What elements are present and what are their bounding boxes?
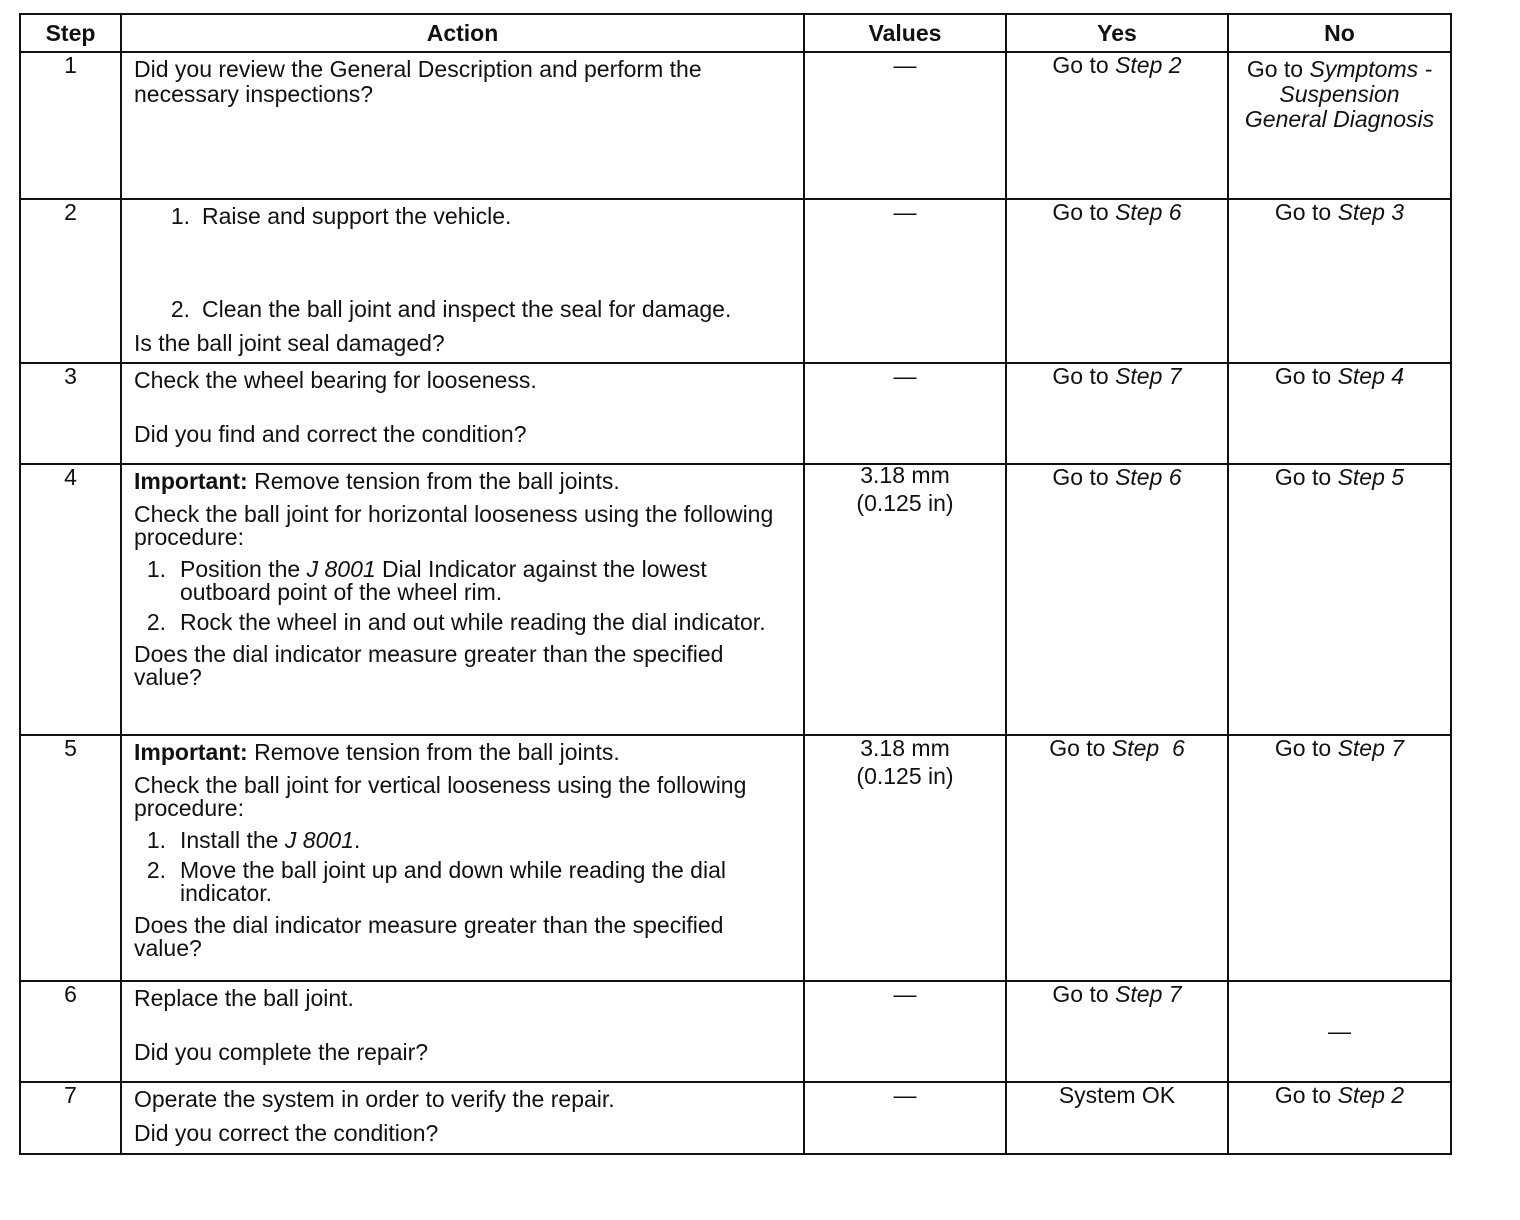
tool-name: J 8001: [284, 827, 354, 853]
header-step: Step: [20, 14, 121, 52]
no-cell: [1228, 464, 1451, 735]
table-row: [20, 981, 1451, 1082]
list-item: [134, 829, 793, 852]
yes-cell: [1006, 735, 1228, 981]
no-prefix: Go to: [1274, 464, 1338, 490]
diagnostic-table: [19, 13, 1452, 1155]
yes-link[interactable]: Step 6: [1111, 735, 1185, 761]
list-number: 1.: [146, 827, 166, 853]
action-cell: [121, 199, 804, 363]
table-row: [20, 199, 1451, 363]
action-text: Operate the system in order to verify the repair.: [134, 1086, 615, 1112]
action-cell: [121, 363, 804, 464]
question-text: Did you find and correct the condition?: [134, 421, 527, 447]
no-link[interactable]: Step 3: [1337, 199, 1405, 225]
question-text: Does the dial indicator measure greater than the specified value?: [134, 912, 724, 961]
no-link[interactable]: Step 4: [1337, 363, 1405, 389]
list-text: [168, 558, 793, 604]
important-label: Important:: [134, 739, 248, 765]
no-cell: [1228, 363, 1451, 464]
values-cell: [804, 464, 1006, 735]
yes-link[interactable]: Step 6: [1115, 199, 1182, 225]
list-text-post: Dial Indicator against the lowest outboard point of the wheel rim.: [180, 556, 707, 605]
list-number: 1.: [170, 203, 190, 229]
list-item: [134, 859, 793, 905]
yes-cell[interactable]: System OK: [1006, 1082, 1228, 1154]
value-metric: 3.18 mm: [860, 462, 950, 488]
list-text: Move the ball joint up and down while reading the dial indicator.: [180, 857, 726, 906]
table-row: [20, 464, 1451, 735]
action-cell: [121, 52, 804, 199]
spacer: [134, 1020, 793, 1040]
yes-cell: [1006, 981, 1228, 1082]
procedure-list: [134, 829, 793, 905]
action-cell: [121, 1082, 804, 1154]
list-text-post: .: [353, 827, 361, 853]
intro-text: Check the ball joint for vertical looseness using the following procedure:: [134, 772, 747, 821]
yes-cell: [1006, 199, 1228, 363]
important-label: Important:: [134, 468, 248, 494]
step-number: 3: [20, 363, 121, 464]
action-cell: [121, 981, 804, 1082]
yes-link[interactable]: Step 7: [1115, 981, 1182, 1007]
action-cell: [121, 735, 804, 981]
tool-name: J 8001: [306, 556, 376, 582]
action-text: Did you review the General Description and perform the necessary inspections?: [134, 56, 702, 107]
values-cell: —: [804, 52, 1006, 199]
yes-prefix: Go to: [1052, 199, 1116, 225]
value-imperial: (0.125 in): [856, 763, 954, 789]
table-row: [20, 52, 1451, 199]
list-text: [168, 829, 360, 852]
no-link[interactable]: Step 2: [1337, 1082, 1405, 1108]
spacer: [134, 402, 793, 422]
header-row: [20, 14, 1451, 52]
no-prefix: Go to: [1274, 1082, 1338, 1108]
step-number: 7: [20, 1082, 121, 1154]
no-cell: [1228, 52, 1451, 199]
question-text: Did you complete the repair?: [134, 1039, 429, 1065]
yes-link[interactable]: Step 7: [1115, 363, 1182, 389]
yes-prefix: Go to: [1052, 981, 1116, 1007]
important-text: Remove tension from the ball joints.: [247, 739, 620, 765]
step-number: 5: [20, 735, 121, 981]
value-imperial: (0.125 in): [856, 490, 954, 516]
list-item: [134, 204, 793, 229]
no-link[interactable]: Step 5: [1337, 464, 1405, 490]
header-values: Values: [804, 14, 1006, 52]
values-cell: [804, 735, 1006, 981]
important-text: Remove tension from the ball joints.: [247, 468, 620, 494]
list-item: [134, 297, 793, 322]
step-number: 1: [20, 52, 121, 199]
values-cell: —: [804, 363, 1006, 464]
no-link[interactable]: Symptoms - Suspension General Diagnosis: [1244, 56, 1435, 132]
list-text: Raise and support the vehicle.: [202, 203, 512, 229]
action-text: Replace the ball joint.: [134, 985, 354, 1011]
yes-link[interactable]: Step 6: [1115, 464, 1182, 490]
no-cell: [1228, 199, 1451, 363]
yes-prefix: Go to: [1052, 363, 1116, 389]
question-text: Is the ball joint seal damaged?: [134, 330, 445, 356]
list-text: Clean the ball joint and inspect the seal for damage.: [202, 296, 732, 322]
value-metric: 3.18 mm: [860, 735, 950, 761]
important-note: [134, 740, 793, 765]
list-number: 2.: [146, 857, 166, 883]
values-cell: —: [804, 981, 1006, 1082]
no-cell: [1228, 1082, 1451, 1154]
list-gap: [134, 236, 793, 290]
yes-prefix: Go to: [1052, 464, 1116, 490]
procedure-list: [134, 558, 793, 634]
action-cell: [121, 464, 804, 735]
header-action: Action: [121, 14, 804, 52]
table-row: [20, 735, 1451, 981]
no-link[interactable]: Step 7: [1337, 735, 1405, 761]
list-number: 1.: [146, 556, 166, 582]
header-yes: Yes: [1006, 14, 1228, 52]
list-text-pre: Position the: [180, 556, 307, 582]
list-text-pre: Install the: [180, 827, 285, 853]
list-number: 2.: [170, 296, 190, 322]
important-note: [134, 469, 793, 494]
no-prefix: Go to: [1246, 56, 1310, 82]
list-item: [134, 558, 793, 604]
step-number: 6: [20, 981, 121, 1082]
action-text: Check the wheel bearing for looseness.: [134, 367, 537, 393]
values-cell: —: [804, 1082, 1006, 1154]
values-cell: —: [804, 199, 1006, 363]
question-text: Did you correct the condition?: [134, 1120, 439, 1146]
yes-link[interactable]: Step 2: [1115, 52, 1182, 78]
no-prefix: Go to: [1274, 199, 1338, 225]
yes-cell: [1006, 363, 1228, 464]
table-row: [20, 1082, 1451, 1154]
yes-prefix: Go to: [1049, 735, 1112, 761]
step-number: 2: [20, 199, 121, 363]
yes-cell: [1006, 52, 1228, 199]
no-cell: [1228, 735, 1451, 981]
procedure-list: [134, 204, 793, 322]
header-no: No: [1228, 14, 1451, 52]
table-row: [20, 363, 1451, 464]
yes-cell: [1006, 464, 1228, 735]
no-prefix: Go to: [1274, 363, 1338, 389]
no-cell: —: [1228, 981, 1451, 1082]
yes-prefix: Go to: [1052, 52, 1116, 78]
no-prefix: Go to: [1274, 735, 1338, 761]
intro-text: Check the ball joint for horizontal looseness using the following procedure:: [134, 501, 774, 550]
step-number: 4: [20, 464, 121, 735]
list-item: [134, 611, 793, 634]
list-text: Rock the wheel in and out while reading the dial indicator.: [180, 609, 766, 635]
question-text: Does the dial indicator measure greater than the specified value?: [134, 641, 724, 690]
list-number: 2.: [146, 609, 166, 635]
